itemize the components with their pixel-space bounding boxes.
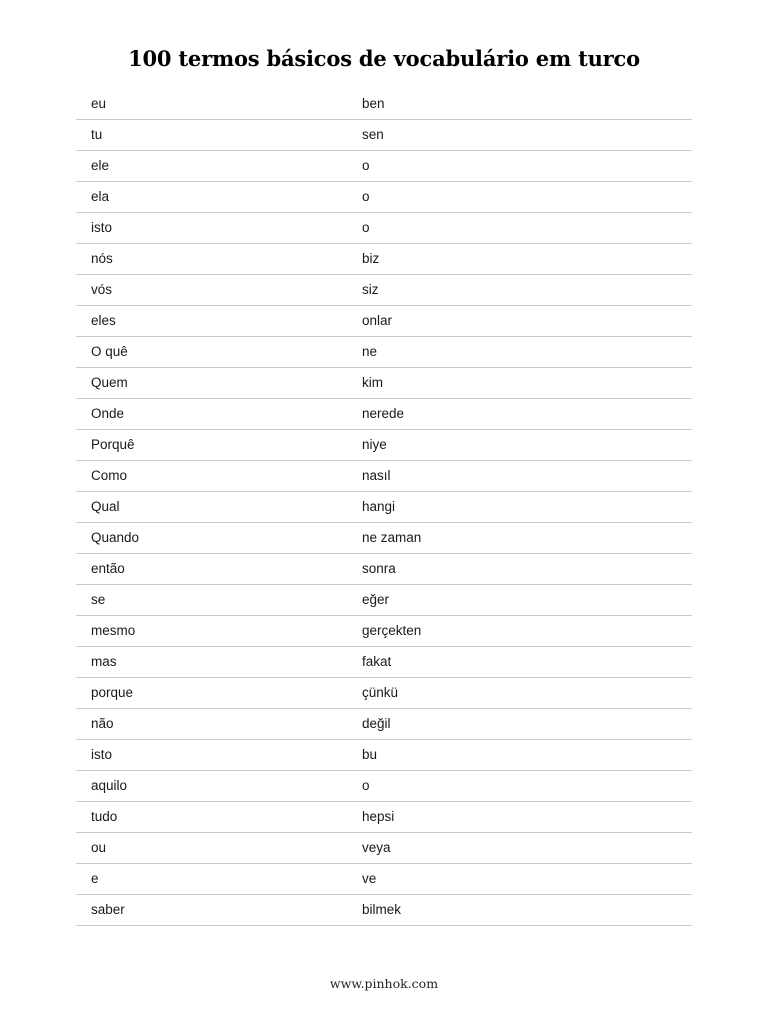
portuguese-term: aquilo — [91, 778, 128, 793]
table-row — [76, 337, 692, 368]
turkish-term: çünkü — [362, 685, 399, 700]
turkish-term: nasıl — [362, 468, 391, 483]
turkish-term: siz — [362, 282, 379, 297]
portuguese-term: tu — [91, 127, 103, 142]
portuguese-term: mesmo — [91, 623, 136, 638]
portuguese-term: Quando — [91, 530, 140, 545]
portuguese-term: tudo — [91, 809, 118, 824]
turkish-term: hepsi — [362, 809, 395, 824]
portuguese-term: porque — [91, 685, 134, 700]
turkish-term: ben — [362, 96, 385, 111]
turkish-term: ne zaman — [362, 530, 422, 545]
turkish-term: hangi — [362, 499, 396, 514]
table-row — [76, 244, 692, 275]
turkish-term: veya — [362, 840, 391, 855]
vocabulary-table — [76, 89, 692, 926]
table-row — [76, 585, 692, 616]
table-row — [76, 213, 692, 244]
turkish-term: o — [362, 220, 370, 235]
portuguese-term: eles — [91, 313, 116, 328]
portuguese-term: Quem — [91, 375, 128, 390]
portuguese-term: Como — [91, 468, 128, 483]
table-row — [76, 368, 692, 399]
portuguese-term: vós — [91, 282, 113, 297]
turkish-term: o — [362, 158, 370, 173]
turkish-term: bu — [362, 747, 378, 762]
table-row — [76, 399, 692, 430]
table-row — [76, 182, 692, 213]
table-row — [76, 740, 692, 771]
portuguese-term: então — [91, 561, 125, 576]
turkish-term: kim — [362, 375, 383, 390]
turkish-term: o — [362, 189, 370, 204]
table-row — [76, 89, 692, 120]
portuguese-term: ou — [91, 840, 107, 855]
table-row — [76, 771, 692, 802]
table-row — [76, 430, 692, 461]
table-row — [76, 833, 692, 864]
turkish-term: gerçekten — [362, 623, 422, 638]
portuguese-term: Onde — [91, 406, 125, 421]
portuguese-term: ela — [91, 189, 110, 204]
table-row — [76, 802, 692, 833]
turkish-term: o — [362, 778, 370, 793]
table-row — [76, 461, 692, 492]
table-row — [76, 647, 692, 678]
turkish-term: fakat — [362, 654, 392, 669]
portuguese-term: e — [91, 871, 99, 886]
turkish-term: niye — [362, 437, 387, 452]
turkish-term: sonra — [362, 561, 396, 576]
table-row — [76, 523, 692, 554]
portuguese-term: isto — [91, 747, 113, 762]
portuguese-term: Qual — [91, 499, 120, 514]
turkish-term: ve — [362, 871, 377, 886]
portuguese-term: ele — [91, 158, 110, 173]
turkish-term: değil — [362, 716, 391, 731]
turkish-term: sen — [362, 127, 384, 142]
table-row — [76, 895, 692, 926]
table-row — [76, 864, 692, 895]
turkish-term: ne — [362, 344, 378, 359]
portuguese-term: eu — [91, 96, 107, 111]
table-row — [76, 616, 692, 647]
table-row — [76, 678, 692, 709]
table-row — [76, 275, 692, 306]
table-row — [76, 492, 692, 523]
portuguese-term: saber — [91, 902, 125, 917]
page-title: 100 termos básicos de vocabulário em turco — [128, 46, 640, 71]
turkish-term: nerede — [362, 406, 405, 421]
portuguese-term: isto — [91, 220, 113, 235]
portuguese-term: O quê — [91, 344, 128, 359]
portuguese-term: mas — [91, 654, 117, 669]
turkish-term: eğer — [362, 592, 390, 607]
turkish-term: onlar — [362, 313, 393, 328]
turkish-term: biz — [362, 251, 380, 266]
table-row — [76, 151, 692, 182]
table-row — [76, 306, 692, 337]
table-row — [76, 120, 692, 151]
portuguese-term: se — [91, 592, 106, 607]
table-row — [76, 554, 692, 585]
portuguese-term: Porquê — [91, 437, 135, 452]
portuguese-term: não — [91, 716, 114, 731]
turkish-term: bilmek — [362, 902, 402, 917]
footer-url: www.pinhok.com — [329, 976, 439, 991]
portuguese-term: nós — [91, 251, 113, 266]
table-row — [76, 709, 692, 740]
